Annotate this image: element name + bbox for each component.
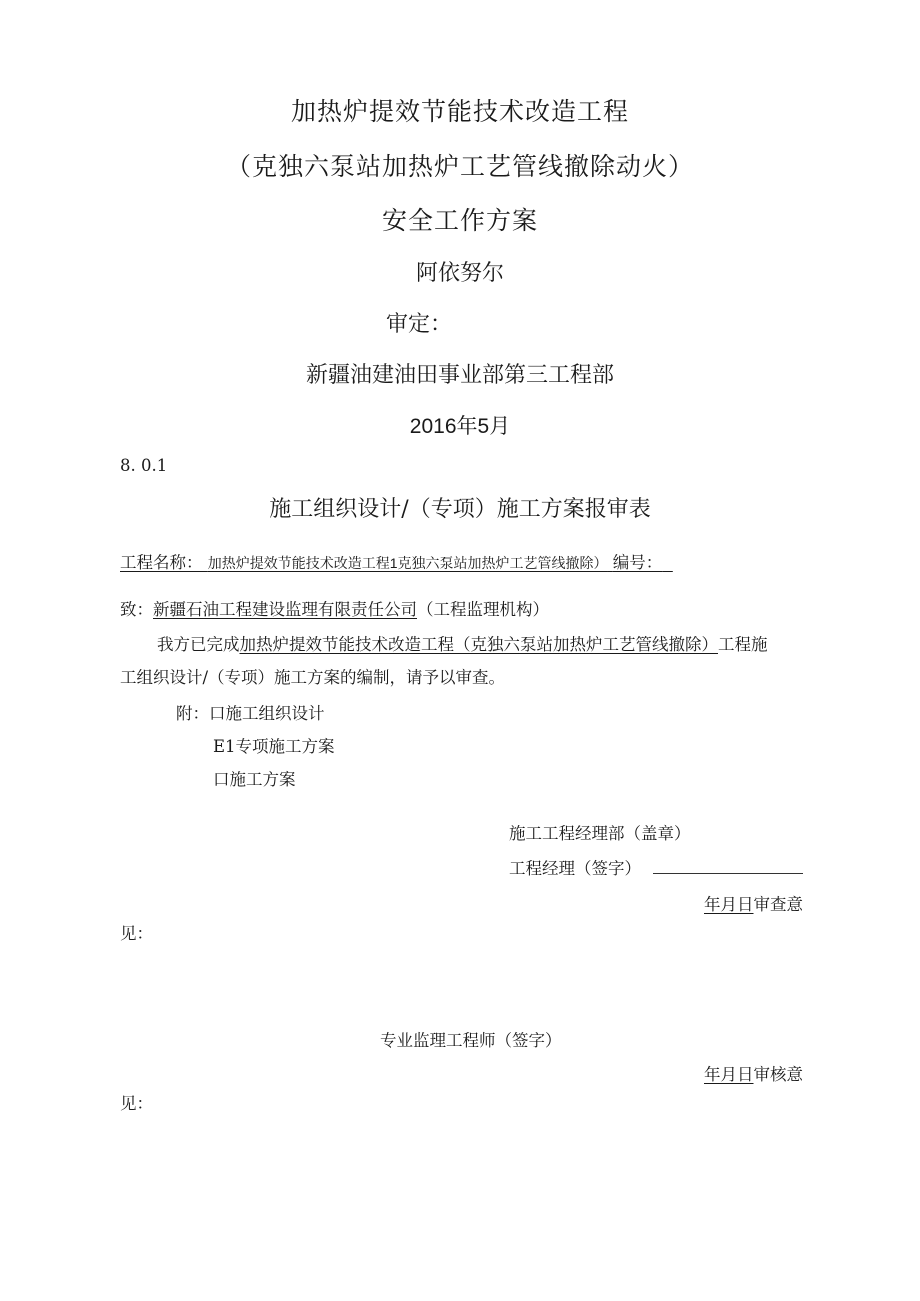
cover-title-line2: （克独六泵站加热炉工艺管线撤除动火） (225, 152, 694, 181)
audit-opinion-suffix: 见： (120, 1094, 153, 1113)
manager-sign-label: 工程经理（签字） (509, 859, 641, 878)
to-row (120, 596, 549, 620)
to-company: 新疆石油工程建设监理有限责任公司 (153, 600, 417, 619)
cover-company: 新疆油建油田事业部第三工程部 (305, 363, 614, 388)
audit-date-row (704, 1061, 803, 1085)
signature-line[interactable] (653, 857, 803, 874)
review-opinion-label: 审查意 (753, 895, 803, 914)
section-number: 8. 0.1 (120, 456, 168, 475)
cover-title-line3: 安全工作方案 (381, 206, 538, 235)
manager-sign-row (509, 855, 803, 879)
body-line1 (157, 631, 768, 655)
body-project: 加热炉提效节能技术改造工程（克独六泵站加热炉工艺管线撤除） (239, 635, 718, 654)
supervisor-sign: 专业监理工程师（签字） (380, 1031, 562, 1050)
attach-label: 附： (176, 704, 209, 723)
number-label: 编号： (612, 553, 663, 572)
to-suffix: （工程监理机构） (417, 600, 549, 619)
attach-item-special-plan: E1专项施工方案 (213, 737, 335, 756)
date-ymd-1: 年月日 (704, 895, 754, 914)
review-opinion-suffix: 见： (120, 924, 153, 943)
cover-title-line1: 加热炉提效节能技术改造工程 (290, 97, 629, 126)
project-name-value: 加热炉提效节能技术改造工程1克独六泵站加热炉工艺管线撤除） (207, 555, 608, 571)
attach-row (176, 700, 325, 724)
review-date-row (704, 891, 803, 915)
body-suffix: 工程施 (718, 635, 768, 654)
dept-seal: 施工工程经理部（盖章） (509, 824, 691, 843)
body-line2: 工组织设计/（专项）施工方案的编制，请予以审查。 (120, 668, 506, 687)
audit-opinion-label: 审核意 (753, 1065, 803, 1084)
date-ymd-2: 年月日 (704, 1065, 754, 1084)
cover-approve-label: 审定： (386, 312, 453, 337)
attach-item-construction-design: 口施工组织设计 (209, 704, 325, 723)
project-name-label: 工程名称： (120, 553, 203, 572)
body-prefix: 我方已完成 (157, 635, 240, 654)
cover-author: 阿依努尔 (415, 261, 504, 286)
attach-item-construction-plan: 口施工方案 (213, 770, 296, 789)
to-label: 致： (120, 600, 153, 619)
form-title: 施工组织设计/（专项）施工方案报审表 (269, 497, 651, 522)
cover-date: 2016年5月 (409, 415, 511, 438)
project-name-row (120, 549, 673, 573)
